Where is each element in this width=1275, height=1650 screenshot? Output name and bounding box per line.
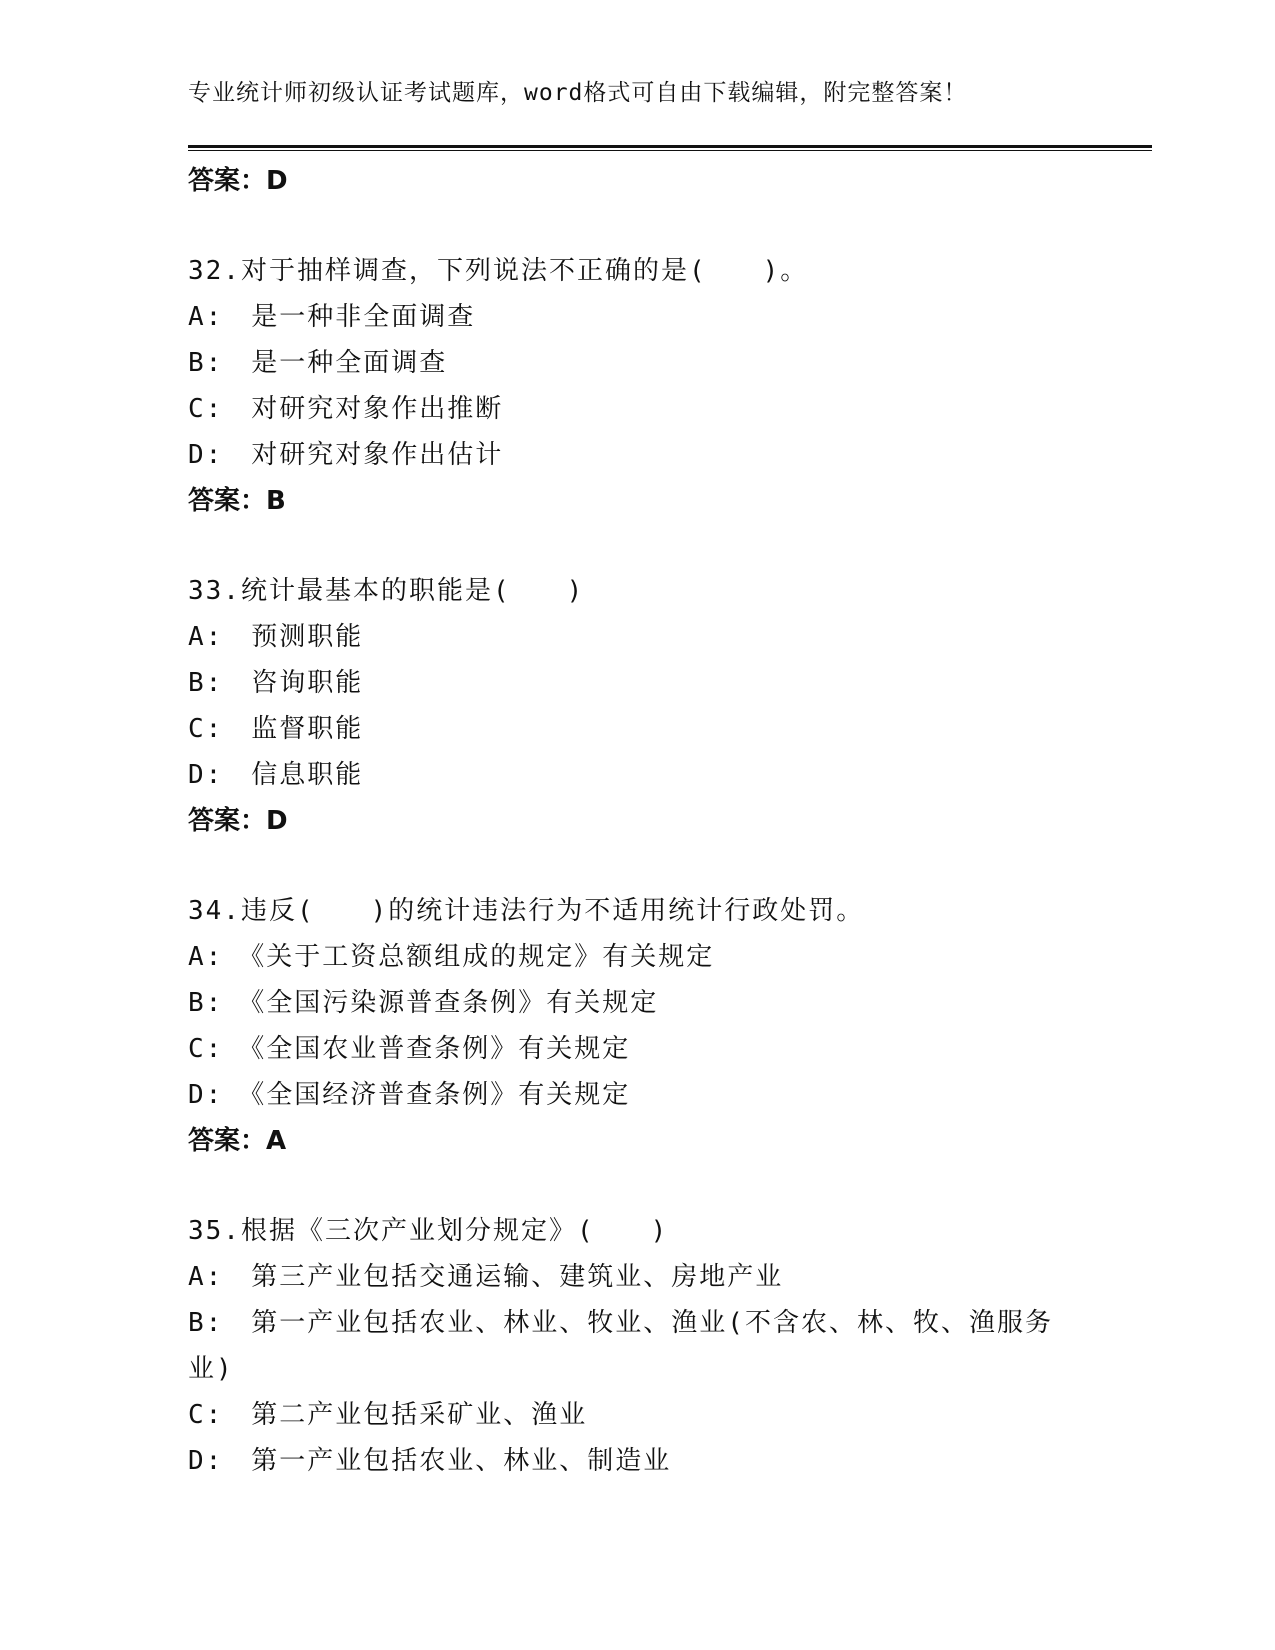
option-c: C: 监督职能	[188, 714, 364, 744]
question-stem: 33.统计最基本的职能是( )	[188, 576, 585, 606]
option-a: A: 是一种非全面调查	[188, 302, 476, 332]
question-stem: 35.根据《三次产业划分规定》( )	[188, 1216, 669, 1246]
question-34	[188, 888, 1088, 1164]
question-35	[188, 1208, 1088, 1484]
answer-line: 答案：A	[188, 1126, 287, 1156]
option-b: B: 第一产业包括农业、林业、牧业、渔业(不含农、林、牧、渔服务业)	[188, 1308, 1053, 1384]
option-d: D: 对研究对象作出估计	[188, 440, 504, 470]
question-stem: 32.对于抽样调查，下列说法不正确的是( )。	[188, 256, 809, 286]
option-a: A: 《关于工资总额组成的规定》有关规定	[188, 942, 715, 972]
question-33	[188, 568, 1088, 844]
option-b: B: 《全国污染源普查条例》有关规定	[188, 988, 659, 1018]
question-stem: 34.违反( )的统计违法行为不适用统计行政处罚。	[188, 896, 865, 926]
header-rule-thick	[188, 145, 1152, 148]
answer-line: 答案：D	[188, 166, 288, 196]
option-c: C: 对研究对象作出推断	[188, 394, 504, 424]
option-a: A: 预测职能	[188, 622, 364, 652]
question-list	[188, 158, 1088, 1484]
option-c: C: 《全国农业普查条例》有关规定	[188, 1034, 631, 1064]
option-b: B: 是一种全面调查	[188, 348, 448, 378]
option-a: A: 第三产业包括交通运输、建筑业、房地产业	[188, 1262, 784, 1292]
page-header: 专业统计师初级认证考试题库，word格式可自由下载编辑，附完整答案！	[188, 80, 968, 106]
option-c: C: 第二产业包括采矿业、渔业	[188, 1400, 588, 1430]
answer-line: 答案：B	[188, 486, 286, 516]
question-32	[188, 248, 1088, 524]
option-d: D: 《全国经济普查条例》有关规定	[188, 1080, 631, 1110]
option-b: B: 咨询职能	[188, 668, 364, 698]
option-d: D: 信息职能	[188, 760, 364, 790]
answer-line: 答案：D	[188, 806, 288, 836]
option-d: D: 第一产业包括农业、林业、制造业	[188, 1446, 672, 1476]
header-rule-thin	[188, 150, 1152, 151]
